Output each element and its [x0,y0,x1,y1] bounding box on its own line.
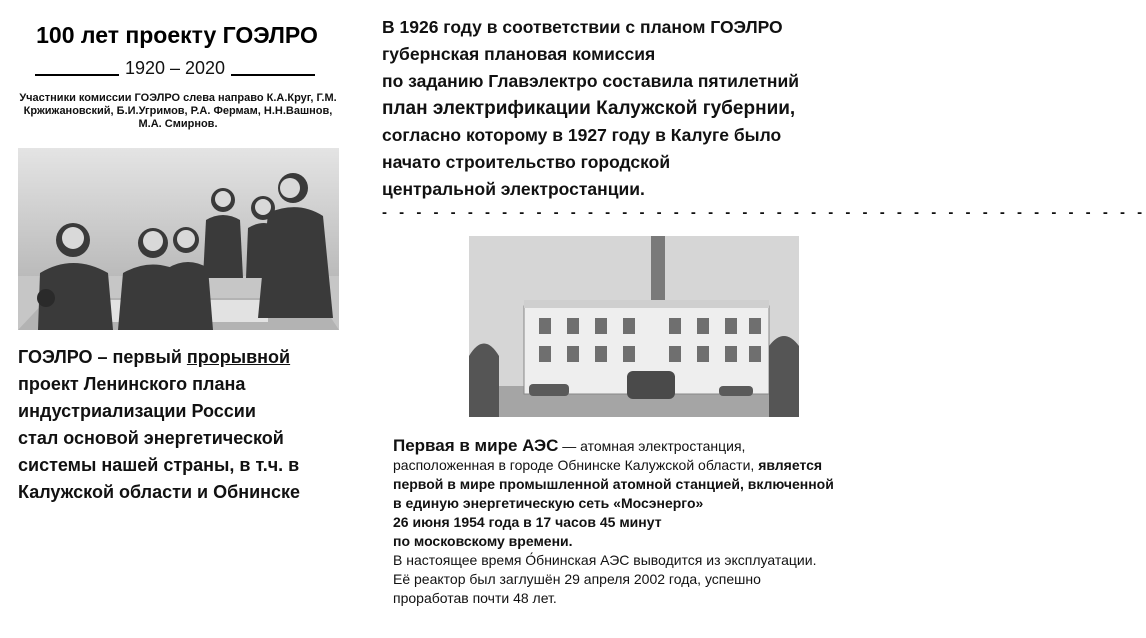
aes-line-2: расположенная в городе Обнинске Калужской области, является [393,457,823,473]
plant-illustration [469,236,799,417]
aes-line-3: первой в мире промышленной атомной станцией, включенной [393,476,834,492]
plan-line-2: губернская плановая комиссия [382,44,656,64]
aes-line-7: В настоящее время О́бнинская АЭС выводится из эксплуатации. [393,552,817,568]
years-rule-left [35,74,119,76]
years-text: 1920 – 2020 [124,58,226,78]
kaluga-plan-text [382,14,902,203]
plan-line-3: по заданию Главэлектро составила пятилетний [382,71,799,91]
aes-line-9: проработав почти 48 лет. [393,590,557,606]
aes-heading: Первая в мире АЭС [393,436,559,455]
para-line-6: Калужской области и Обнинске [18,482,301,502]
aes-line-4: в единую энергетическую сеть «Мосэнерго» [393,495,704,511]
underlined-word: прорывной [186,347,291,367]
goelro-commission-photo [18,148,339,330]
page-title: 100 лет проекту ГОЭЛРО [36,22,318,48]
plan-line-4: план электрификации Калужской губернии, [382,98,796,119]
years-label [22,58,328,79]
goelro-description [18,344,348,506]
para-line-1: ГОЭЛРО – первый прорывной [18,347,291,367]
para-line-3: индустриализации России [18,401,256,421]
plan-line-5: согласно которому в 1927 году в Калуге было [382,125,782,145]
photo-caption: Участники комиссии ГОЭЛРО слева направо К.А.Круг, Г.М. Кржижановский, Б.И.Угримов, Р.А. Фермам, Н.Н.Вашнов, М.А. Смирнов. [19,92,337,130]
aes-line-8: Её реактор был заглушён 29 апреля 2002 года, успешно [393,571,761,587]
commission-illustration [18,148,339,330]
nuclear-plant-photo [469,236,799,417]
dashed-divider: - - - - - - - - - - - - - - - - - - - - - - - - - - - - - - - - - - - - - - - - - - - - - [382,204,1146,221]
para-line-4: стал основой энергетической [18,428,284,448]
para-line-2: проект Ленинского плана [18,374,246,394]
para-line-5: системы нашей страны, в т.ч. в [18,455,300,475]
first-npp-info [393,436,898,608]
aes-line-6: по московскому времени. [393,533,573,549]
plan-line-1: В 1926 году в соответствии с планом ГОЭЛРО [382,17,783,37]
aes-line-5: 26 июня 1954 года в 17 часов 45 минут [393,514,662,530]
plan-line-6: начато строительство городской [382,152,671,172]
years-rule-right [231,74,315,76]
plan-line-7: центральной электростанции. [382,179,645,199]
aes-line-1: Первая в мире АЭС — атомная электростанция, [393,436,746,455]
